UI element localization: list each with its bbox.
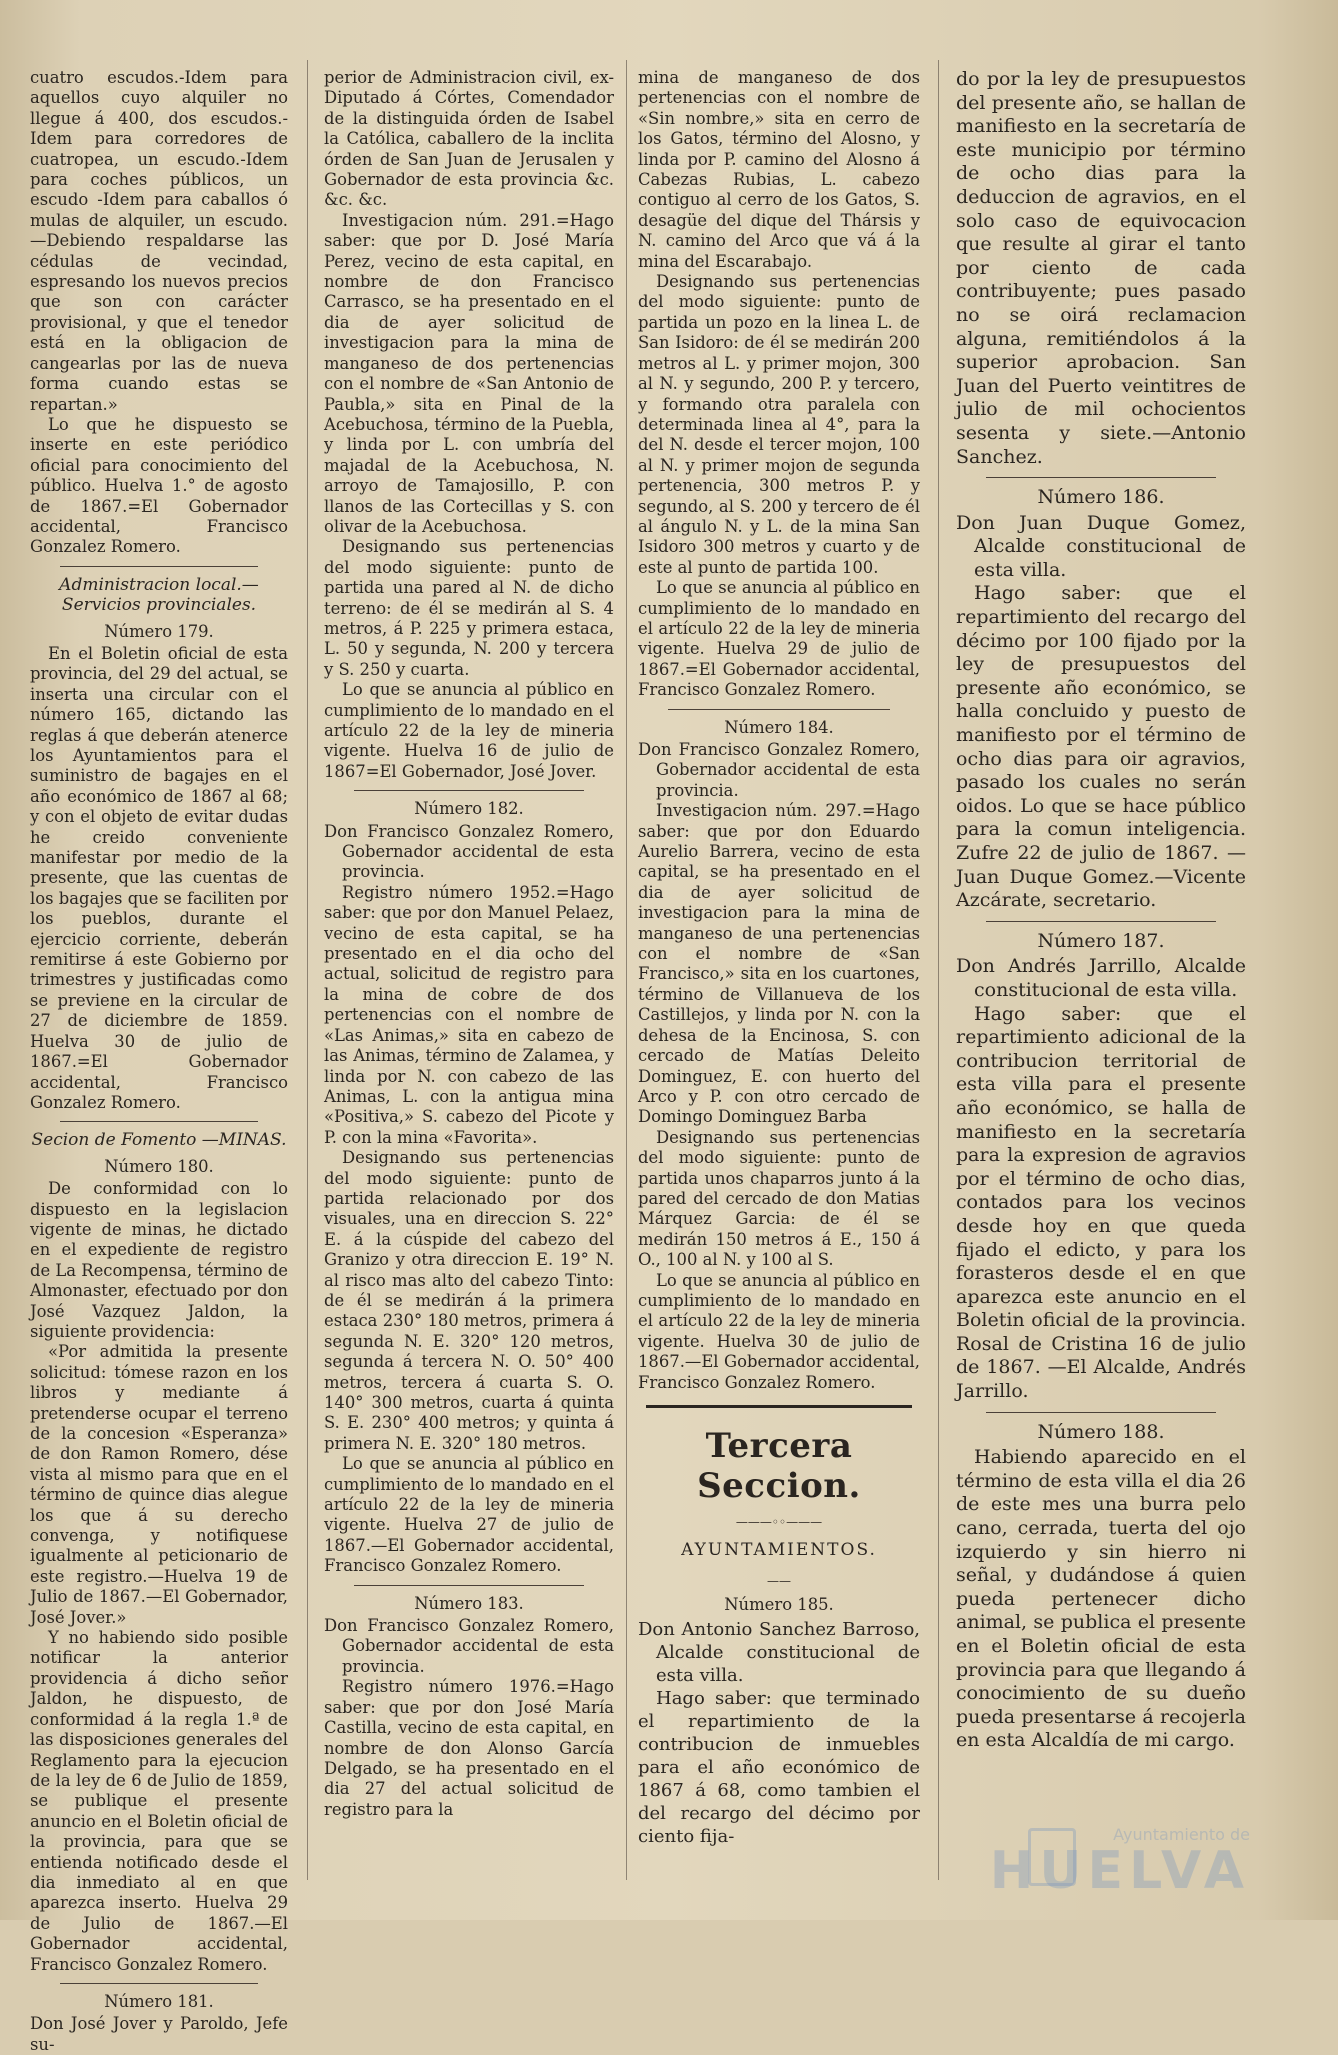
paragraph: Designando sus pertenencias del modo siguiente: punto de partida un pozo en la linea L. de San Isidoro: de él se medirán 200 metros al L. y primer mojon, 300 al N. y segundo, 200 P. y tercero, y formando otra paralela con determinada linea al 4°, para la del N. desde el tercer mojon, 100 al N. y primer mojon de segunda pertenencia, 300 metros P. y segundo, al S. 200 y tercero de él al ángulo N. y L. de la mina San Isidoro 300 metros y cuarto y de este al punto de partida 100. bbox=[638, 272, 920, 577]
separator bbox=[60, 1983, 258, 1984]
paragraph: Designando sus pertenencias del modo siguiente: punto de partida una pared al N. de dicho terreno: de él se medirán al S. 4 metros, á P. 225 y primera estaca, L. 50 y segunda, N. 200 y tercera y S. 250 y cuarta. bbox=[324, 537, 614, 679]
ornament: ———◦◦——— bbox=[735, 1515, 823, 1529]
notice-number: Número 188. bbox=[1037, 1420, 1165, 1443]
notice-number: Número 182. bbox=[414, 799, 524, 819]
paragraph: Lo que se anuncia al público en cumplimiento de lo mandado en el artículo 22 de la ley de mineria vigente. Huelva 16 de julio de 1867=El Gobernador, José Jover. bbox=[324, 680, 614, 781]
paragraph: Lo que se anuncia al público en cumplimiento de lo mandado en el artículo 22 de la ley de mineria vigente. Huelva 29 de julio de 1867.=El Gobernador accidental, Francisco Gonzalez Romero. bbox=[638, 578, 920, 700]
watermark-big-text: HUELVA bbox=[989, 1841, 1250, 1901]
paragraph: «Por admitida la presente solicitud: tómese razon en los libros y mediante á pretenderse ocupar el terreno de la concesion «Esperanza» de don Ramon Romero, dése vista al mismo para que en el término de quince dias alegue los que á su derecho convenga, y notifiquese igualmente al peticionario de este registro.—Huelva 19 de Julio de 1867.—El Gobernador, José Jover.» bbox=[30, 1342, 288, 1627]
paragraph: Lo que he dispuesto se inserte en este periódico oficial para conocimiento del público. Huelva 1.° de agosto de 1867.=El Gobernador accidental, Francisco Gonzalez Romero. bbox=[30, 414, 288, 557]
notice-number: Número 179. bbox=[104, 621, 214, 641]
paragraph: Don José Jover y Paroldo, Jefe su- bbox=[30, 2014, 288, 2054]
notice-heading: Don Juan Duque Gomez, Alcalde constitucional de esta villa. bbox=[956, 511, 1246, 581]
notice-number: Número 185. bbox=[724, 1595, 834, 1615]
notice-heading: Don Francisco Gonzalez Romero, Gobernador accidental de esta provincia. bbox=[324, 1616, 614, 1676]
notice-heading: Don Antonio Sanchez Barroso, Alcalde constitucional de esta villa. bbox=[638, 1618, 920, 1686]
paragraph: De conformidad con lo dispuesto en la legislacion vigente de minas, he dictado en el expediente de registro de La Recompensa, término de Almonaster, efectuado por don José Vazquez Jaldon, la siguiente providencia: bbox=[30, 1179, 288, 1341]
notice-number: Número 180. bbox=[104, 1156, 214, 1176]
subsection-heading: AYUNTAMIENTOS. bbox=[681, 1540, 877, 1561]
watermark bbox=[989, 1825, 1250, 1901]
notice-number: Número 184. bbox=[724, 717, 834, 737]
paragraph: perior de Administracion civil, ex-Diputado á Córtes, Comendador de la distinguida órden de Isabel la Católica, caballero de la inclita órden de San Juan de Jerusalen y Gobernador de esta provincia &c. &c. &c. bbox=[324, 68, 614, 210]
paragraph: Designando sus pertenencias del modo siguiente: punto de partida relacionado por dos visuales, una en direccion S. 22° E. á la cúspide del cabezo del Granizo y otra direccion E. 19° N. al risco mas alto del cabezo Tinto: de él se medirán á la primera estaca 230° 180 metros, primera á segunda N. E. 320° 120 metros, segunda á tercera N. O. 50° 400 metros, tercera á cuarta S. O. 140° 300 metros, cuarta á quinta S. E. 230° 400 metros; y quinta á primera N. E. 320° 180 metros. bbox=[324, 1148, 614, 1453]
column-divider bbox=[626, 60, 627, 1880]
column-3 bbox=[638, 68, 920, 1890]
separator bbox=[354, 1585, 584, 1586]
separator bbox=[668, 709, 890, 710]
separator bbox=[986, 921, 1216, 922]
column-divider bbox=[938, 60, 939, 1880]
notice-heading: Don Francisco Gonzalez Romero, Gobernador accidental de esta provincia. bbox=[324, 821, 614, 882]
section-heading: Tercera Seccion. bbox=[697, 1426, 861, 1506]
paragraph: En el Boletin oficial de esta provincia, del 29 del actual, se inserta una circular con el número 165, dictando las reglas á que deberán atenerce los Ayuntamientos para el suministro de bagajes en el año económico de 1867 al 68; y con el objeto de evitar dudas he creido conveniente manifestar por medio de la presente, que las cuentas de los bagajes que se faciliten por los pueblos, durante el ejercicio corriente, deberán remitirse á este Gobierno por trimestres y justificadas como se previene en la circular de 27 de diciembre de 1859. Huelva 30 de julio de 1867.=El Gobernador accidental, Francisco Gonzalez Romero. bbox=[30, 643, 288, 1112]
notice-heading: Don Francisco Gonzalez Romero, Gobernador accidental de esta provincia. bbox=[638, 740, 920, 800]
paragraph: Hago saber: que el repartimiento del recargo del décimo por 100 fijado por la ley de presupuestos del presente año económico, se halla concluido y puesto de manifiesto por el término de ocho dias para oir agravios, pasado los cuales no serán oidos. Lo que se hace público para la comun inteligencia. Zufre 22 de julio de 1867. —Juan Duque Gomez.—Vicente Azcárate, secretario. bbox=[956, 582, 1246, 912]
column-2 bbox=[324, 68, 614, 1890]
paragraph: Registro número 1952.=Hago saber: que por don Manuel Pelaez, vecino de esta capital, se ha presentado en el dia ocho del actual, solicitud de registro para la mina de cobre de dos pertenencias con el nombre de «Las Animas,» sita en cabezo de las Animas, término de Zalamea, y linda por N. con cabezo de las Animas, L. con la antigua mina «Positiva,» S. cabezo del Picote y P. con la mina «Favorita». bbox=[324, 882, 614, 1147]
section-title: Secion de Fomento —MINAS. bbox=[31, 1130, 287, 1151]
paragraph: Habiendo aparecido en el término de esta villa el dia 26 de este mes una burra pelo cano, cerrada, tuerta del ojo izquierdo y sin hierro ni señal, y dudándose á quien pueda pertenecer dicho animal, se publica el presente en el Boletin oficial de esta provincia para que llegando á conocimiento de su dueño pueda presentarse á recojerla en esta Alcaldía de mi cargo. bbox=[956, 1446, 1246, 1752]
column-divider bbox=[307, 60, 308, 1880]
column-4 bbox=[956, 68, 1246, 1890]
section-rule bbox=[646, 1405, 912, 1408]
ornament: —— bbox=[767, 1573, 791, 1588]
separator bbox=[986, 1412, 1216, 1413]
notice-heading: Don Andrés Jarrillo, Alcalde constitucional de esta villa. bbox=[956, 955, 1246, 1001]
notice-number: Número 187. bbox=[1037, 929, 1165, 952]
notice-number: Número 186. bbox=[1037, 486, 1165, 509]
paragraph: Hago saber: que terminado el repartimiento de la contribucion de inmuebles para el año económico de 1867 á 68, como tambien el del recargo del décimo por ciento fija- bbox=[638, 1687, 920, 1847]
notice-number: Número 181. bbox=[104, 1991, 214, 2011]
paragraph: Designando sus pertenencias del modo siguiente: punto de partida unos chaparros junto á la pared del cercado de don Matias Márquez Garcia: de él se medirán 150 metros á E., 150 á O., 100 al N. y 100 al S. bbox=[638, 1127, 920, 1270]
watermark-small-text: Ayuntamiento de bbox=[1113, 1825, 1250, 1844]
separator bbox=[60, 566, 258, 567]
paragraph: Y no habiendo sido posible notificar la anterior providencia á dicho señor Jaldon, he dispuesto, de conformidad á la regla 1.ª de las disposiciones generales del Reglamento para la ejecucion de la ley de 6 de Julio de 1859, se publique el presente anuncio en el Boletin oficial de la provincia, para que se entienda notificado desde el dia inmediato al en que aparezca inserto. Huelva 29 de Julio de 1867.—El Gobernador accidental, Francisco Gonzalez Romero. bbox=[30, 1628, 288, 1974]
section-title: Administracion local.—Servicios provinciales. bbox=[59, 574, 259, 616]
separator bbox=[354, 790, 584, 791]
paragraph: Lo que se anuncia al público en cumplimiento de lo mandado en el artículo 22 de la ley de mineria vigente. Huelva 30 de julio de 1867.—El Gobernador accidental, Francisco Gonzalez Romero. bbox=[638, 1270, 920, 1392]
paragraph: do por la ley de presupuestos del presente año, se hallan de manifiesto en la secretaría de este municipio por término de ocho dias para la deduccion de agravios, en el solo caso de equivocacion que resulte al girar el tanto por ciento de cada contribuyente; pues pasado no se oirá reclamacion alguna, remitiéndolos á la superior aprobacion. San Juan del Puerto veintitres de julio de mil ochocientos sesenta y siete.—Antonio Sanchez. bbox=[956, 68, 1246, 468]
notice-number: Número 183. bbox=[414, 1593, 524, 1613]
paragraph: Investigacion núm. 297.=Hago saber: que por don Eduardo Aurelio Barrera, vecino de esta capital, se ha presentado en el dia de ayer solicitud de investigacion para la mina de manganeso de una pertenencias con el nombre de «San Francisco,» sita en los cuartones, término de Villanueva de los Castillejos, y linda por N. con la dehesa de la Encinosa, S. con cercado de Matías Deleito Dominguez, E. con huerto del Arco y P. con otro cercado de Domingo Dominguez Barba bbox=[638, 801, 920, 1127]
column-1 bbox=[30, 68, 288, 2054]
paragraph: Lo que se anuncia al público en cumplimiento de lo mandado en el artículo 22 de la ley de mineria vigente. Huelva 27 de julio de 1867.—El Gobernador accidental, Francisco Gonzalez Romero. bbox=[324, 1454, 614, 1576]
paragraph: mina de manganeso de dos pertenencias con el nombre de «Sin nombre,» sita en cerro de los Gatos, término del Alosno, y linda por P. camino del Alosno á Cabezas Rubias, L. cabezo contiguo al cerro de los Gatos, S. desagüe del dique del Thársis y N. camino del Arco que vá á la mina del Escarabajo. bbox=[638, 68, 920, 271]
paragraph: Registro número 1976.=Hago saber: que por don José María Castilla, vecino de esta capital, en nombre de don Alonso García Delgado, se ha presentado en el dia 27 del actual solicitud de registro para la bbox=[324, 1677, 614, 1819]
paragraph: cuatro escudos.-Idem para aquellos cuyo alquiler no llegue á 400, dos escudos.-Idem para corredores de cuatropea, un escudo.-Idem para coches públicos, un escudo -Idem para caballos ó mulas de alquiler, un escudo.—Debiendo respaldarse las cédulas de vecindad, espresando los nuevos precios que son con carácter provisional, y que el tenedor está en la obligacion de cangearlas por las de nueva forma cuando estas se repartan.» bbox=[30, 68, 288, 414]
separator bbox=[986, 477, 1216, 478]
separator bbox=[60, 1121, 258, 1122]
paragraph: Hago saber: que el repartimiento adicional de la contribucion territorial de esta villa para el presente año económico, se halla de manifiesto en la secretaría para la expresion de agravios por el término de ocho dias, contados para los vecinos desde hoy en que queda fijado el edicto, y para los forasteros desde el en que aparezca este anuncio en el Boletin oficial de la provincia. Rosal de Cristina 16 de julio de 1867. —El Alcalde, Andrés Jarrillo. bbox=[956, 1002, 1246, 1403]
paragraph: Investigacion núm. 291.=Hago saber: que por D. José María Perez, vecino de esta capital, en nombre de don Francisco Carrasco, se ha presentado en el dia de ayer solicitud de investigacion para la mina de manganeso de dos pertenencias con el nombre de «San Antonio de Paubla,» sita en Pinal de la Acebuchosa, término de la Puebla, y linda por L. con umbría del majadal de la Acebuchosa, N. arroyo de Tamajosillo, P. con llanos de las Cortecillas y S. con olivar de la Acebuchosa. bbox=[324, 210, 614, 536]
